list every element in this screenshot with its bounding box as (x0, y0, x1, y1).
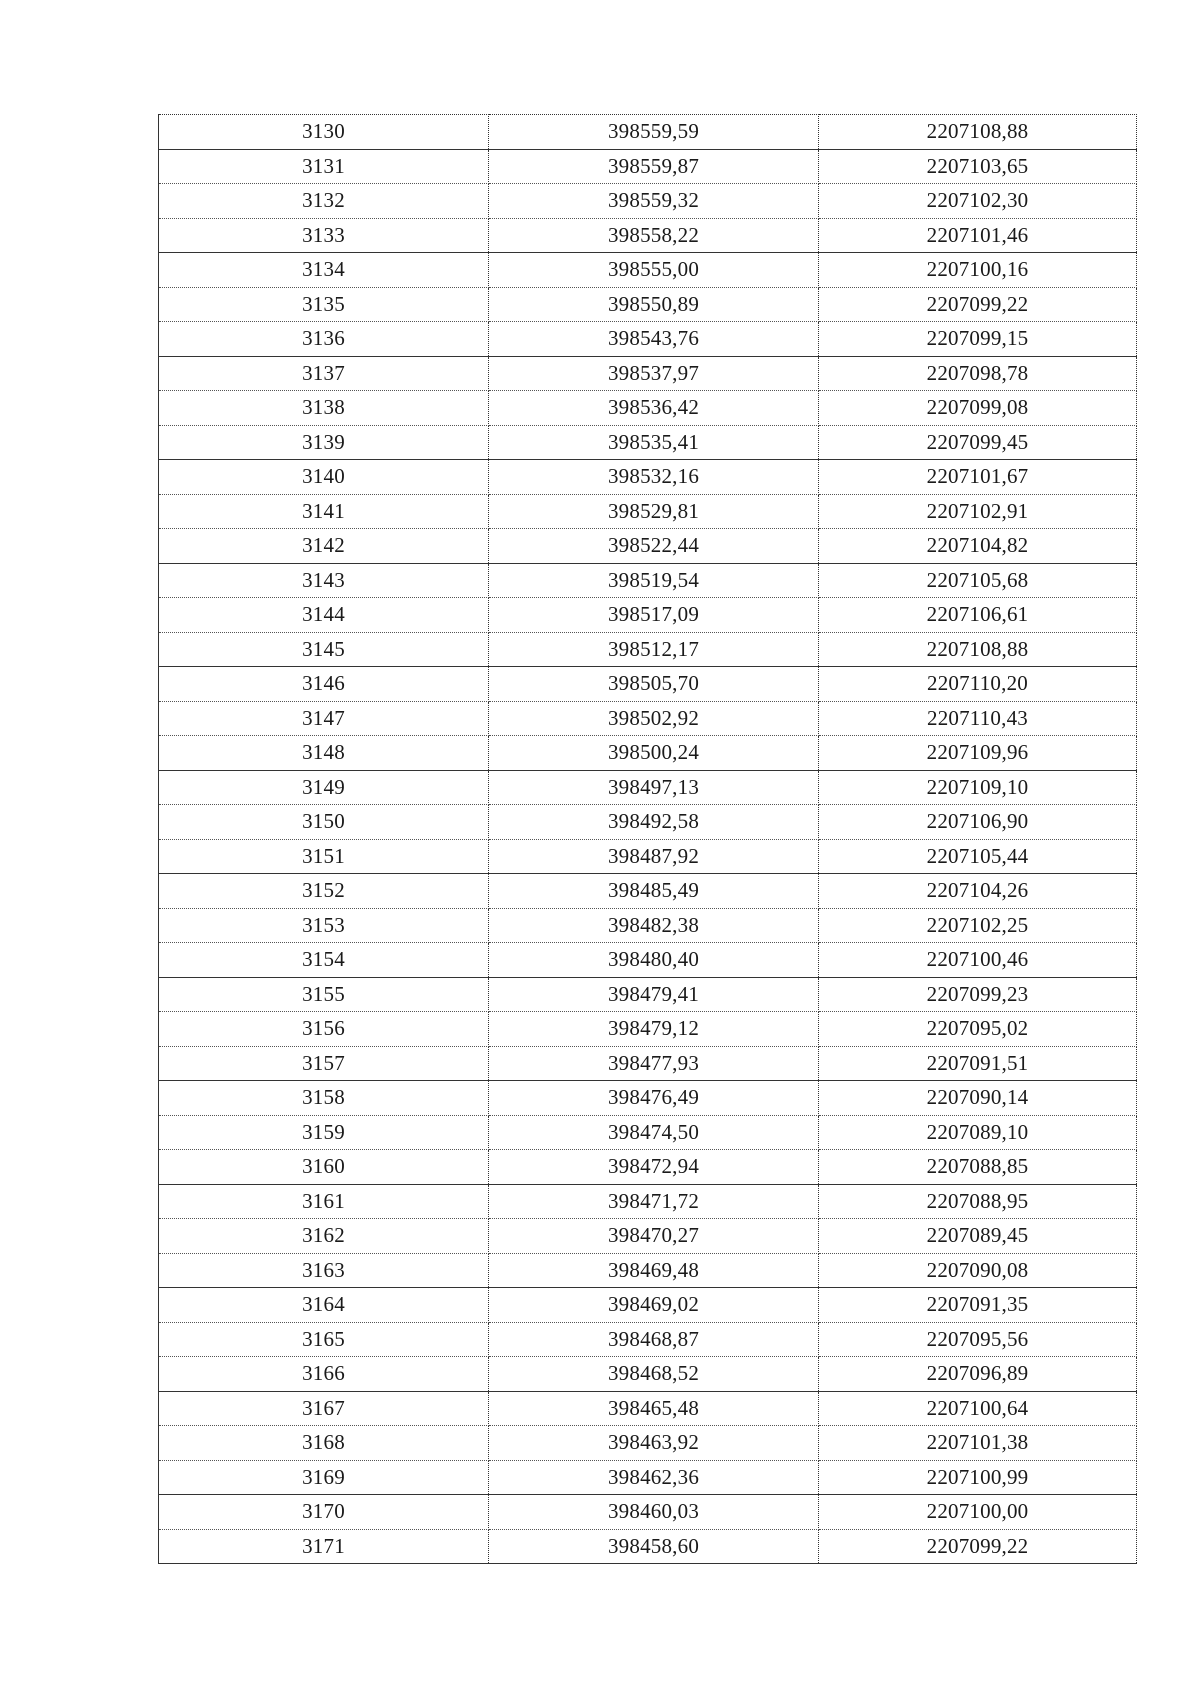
point-number-cell: 3134 (159, 253, 489, 288)
y-coordinate-cell: 2207110,43 (819, 701, 1137, 736)
point-number-cell: 3146 (159, 667, 489, 702)
x-coordinate-cell: 398555,00 (489, 253, 819, 288)
point-number-cell: 3162 (159, 1219, 489, 1254)
point-number-cell: 3152 (159, 874, 489, 909)
x-coordinate-cell: 398469,48 (489, 1253, 819, 1288)
y-coordinate-cell: 2207095,56 (819, 1322, 1137, 1357)
x-coordinate-cell: 398512,17 (489, 632, 819, 667)
y-coordinate-cell: 2207100,99 (819, 1460, 1137, 1495)
y-coordinate-cell: 2207106,90 (819, 805, 1137, 840)
y-coordinate-cell: 2207098,78 (819, 356, 1137, 391)
table-row (159, 1046, 1137, 1081)
x-coordinate-cell: 398476,49 (489, 1081, 819, 1116)
y-coordinate-cell: 2207090,14 (819, 1081, 1137, 1116)
point-number-cell: 3167 (159, 1391, 489, 1426)
point-number-cell: 3166 (159, 1357, 489, 1392)
table-row (159, 1529, 1137, 1564)
point-number-cell: 3153 (159, 908, 489, 943)
y-coordinate-cell: 2207100,16 (819, 253, 1137, 288)
y-coordinate-cell: 2207101,67 (819, 460, 1137, 495)
point-number-cell: 3168 (159, 1426, 489, 1461)
point-number-cell: 3157 (159, 1046, 489, 1081)
y-coordinate-cell: 2207091,35 (819, 1288, 1137, 1323)
y-coordinate-cell: 2207102,91 (819, 494, 1137, 529)
table-row (159, 770, 1137, 805)
y-coordinate-cell: 2207096,89 (819, 1357, 1137, 1392)
table-row (159, 839, 1137, 874)
y-coordinate-cell: 2207091,51 (819, 1046, 1137, 1081)
table-row (159, 1322, 1137, 1357)
x-coordinate-cell: 398479,41 (489, 977, 819, 1012)
point-number-cell: 3154 (159, 943, 489, 978)
x-coordinate-cell: 398522,44 (489, 529, 819, 564)
table-row (159, 805, 1137, 840)
point-number-cell: 3149 (159, 770, 489, 805)
table-row (159, 1012, 1137, 1047)
y-coordinate-cell: 2207109,96 (819, 736, 1137, 771)
point-number-cell: 3147 (159, 701, 489, 736)
point-number-cell: 3155 (159, 977, 489, 1012)
x-coordinate-cell: 398487,92 (489, 839, 819, 874)
x-coordinate-cell: 398462,36 (489, 1460, 819, 1495)
table-row (159, 667, 1137, 702)
table-row (159, 529, 1137, 564)
table-row (159, 149, 1137, 184)
table-row (159, 218, 1137, 253)
y-coordinate-cell: 2207089,10 (819, 1115, 1137, 1150)
x-coordinate-cell: 398502,92 (489, 701, 819, 736)
y-coordinate-cell: 2207099,08 (819, 391, 1137, 426)
point-number-cell: 3151 (159, 839, 489, 874)
x-coordinate-cell: 398471,72 (489, 1184, 819, 1219)
point-number-cell: 3133 (159, 218, 489, 253)
table-row (159, 1184, 1137, 1219)
table-row (159, 1219, 1137, 1254)
table-row (159, 1288, 1137, 1323)
x-coordinate-cell: 398485,49 (489, 874, 819, 909)
table-row (159, 598, 1137, 633)
table-row (159, 391, 1137, 426)
table-row (159, 1426, 1137, 1461)
point-number-cell: 3142 (159, 529, 489, 564)
y-coordinate-cell: 2207101,46 (819, 218, 1137, 253)
table-row (159, 1081, 1137, 1116)
point-number-cell: 3171 (159, 1529, 489, 1564)
x-coordinate-cell: 398497,13 (489, 770, 819, 805)
y-coordinate-cell: 2207099,23 (819, 977, 1137, 1012)
y-coordinate-cell: 2207105,68 (819, 563, 1137, 598)
point-number-cell: 3165 (159, 1322, 489, 1357)
y-coordinate-cell: 2207110,20 (819, 667, 1137, 702)
x-coordinate-cell: 398474,50 (489, 1115, 819, 1150)
table-row (159, 1357, 1137, 1392)
table-row (159, 632, 1137, 667)
point-number-cell: 3141 (159, 494, 489, 529)
y-coordinate-cell: 2207100,64 (819, 1391, 1137, 1426)
point-number-cell: 3159 (159, 1115, 489, 1150)
table-row (159, 1391, 1137, 1426)
point-number-cell: 3131 (159, 149, 489, 184)
x-coordinate-cell: 398458,60 (489, 1529, 819, 1564)
point-number-cell: 3164 (159, 1288, 489, 1323)
x-coordinate-cell: 398537,97 (489, 356, 819, 391)
point-number-cell: 3135 (159, 287, 489, 322)
table-row (159, 287, 1137, 322)
table-row (159, 563, 1137, 598)
point-number-cell: 3137 (159, 356, 489, 391)
x-coordinate-cell: 398492,58 (489, 805, 819, 840)
point-number-cell: 3156 (159, 1012, 489, 1047)
x-coordinate-cell: 398535,41 (489, 425, 819, 460)
table-row (159, 1460, 1137, 1495)
y-coordinate-cell: 2207108,88 (819, 632, 1137, 667)
x-coordinate-cell: 398468,87 (489, 1322, 819, 1357)
x-coordinate-cell: 398559,59 (489, 115, 819, 150)
y-coordinate-cell: 2207090,08 (819, 1253, 1137, 1288)
table-row (159, 943, 1137, 978)
point-number-cell: 3136 (159, 322, 489, 357)
x-coordinate-cell: 398477,93 (489, 1046, 819, 1081)
x-coordinate-cell: 398480,40 (489, 943, 819, 978)
table-row (159, 1150, 1137, 1185)
point-number-cell: 3143 (159, 563, 489, 598)
table-row (159, 322, 1137, 357)
x-coordinate-cell: 398463,92 (489, 1426, 819, 1461)
x-coordinate-cell: 398470,27 (489, 1219, 819, 1254)
point-number-cell: 3130 (159, 115, 489, 150)
x-coordinate-cell: 398559,32 (489, 184, 819, 219)
point-number-cell: 3163 (159, 1253, 489, 1288)
y-coordinate-cell: 2207108,88 (819, 115, 1137, 150)
x-coordinate-cell: 398517,09 (489, 598, 819, 633)
x-coordinate-cell: 398558,22 (489, 218, 819, 253)
y-coordinate-cell: 2207101,38 (819, 1426, 1137, 1461)
table-row (159, 184, 1137, 219)
table-row (159, 736, 1137, 771)
y-coordinate-cell: 2207100,00 (819, 1495, 1137, 1530)
point-number-cell: 3161 (159, 1184, 489, 1219)
table-row (159, 425, 1137, 460)
y-coordinate-cell: 2207102,25 (819, 908, 1137, 943)
point-number-cell: 3144 (159, 598, 489, 633)
table-row (159, 253, 1137, 288)
y-coordinate-cell: 2207100,46 (819, 943, 1137, 978)
table-row (159, 494, 1137, 529)
table-row (159, 908, 1137, 943)
y-coordinate-cell: 2207106,61 (819, 598, 1137, 633)
coordinates-table (158, 114, 1137, 1564)
y-coordinate-cell: 2207099,22 (819, 1529, 1137, 1564)
y-coordinate-cell: 2207104,82 (819, 529, 1137, 564)
table-row (159, 701, 1137, 736)
point-number-cell: 3139 (159, 425, 489, 460)
point-number-cell: 3160 (159, 1150, 489, 1185)
x-coordinate-cell: 398532,16 (489, 460, 819, 495)
y-coordinate-cell: 2207099,22 (819, 287, 1137, 322)
x-coordinate-cell: 398559,87 (489, 149, 819, 184)
y-coordinate-cell: 2207099,45 (819, 425, 1137, 460)
y-coordinate-cell: 2207104,26 (819, 874, 1137, 909)
y-coordinate-cell: 2207095,02 (819, 1012, 1137, 1047)
table-row (159, 874, 1137, 909)
x-coordinate-cell: 398505,70 (489, 667, 819, 702)
coordinates-table-body (159, 115, 1137, 1564)
y-coordinate-cell: 2207105,44 (819, 839, 1137, 874)
x-coordinate-cell: 398529,81 (489, 494, 819, 529)
point-number-cell: 3145 (159, 632, 489, 667)
y-coordinate-cell: 2207088,95 (819, 1184, 1137, 1219)
x-coordinate-cell: 398536,42 (489, 391, 819, 426)
x-coordinate-cell: 398550,89 (489, 287, 819, 322)
y-coordinate-cell: 2207103,65 (819, 149, 1137, 184)
x-coordinate-cell: 398465,48 (489, 1391, 819, 1426)
table-row (159, 460, 1137, 495)
point-number-cell: 3138 (159, 391, 489, 426)
y-coordinate-cell: 2207099,15 (819, 322, 1137, 357)
point-number-cell: 3150 (159, 805, 489, 840)
y-coordinate-cell: 2207088,85 (819, 1150, 1137, 1185)
table-row (159, 977, 1137, 1012)
x-coordinate-cell: 398482,38 (489, 908, 819, 943)
x-coordinate-cell: 398468,52 (489, 1357, 819, 1392)
table-row (159, 1115, 1137, 1150)
point-number-cell: 3169 (159, 1460, 489, 1495)
x-coordinate-cell: 398472,94 (489, 1150, 819, 1185)
y-coordinate-cell: 2207109,10 (819, 770, 1137, 805)
x-coordinate-cell: 398500,24 (489, 736, 819, 771)
point-number-cell: 3132 (159, 184, 489, 219)
x-coordinate-cell: 398460,03 (489, 1495, 819, 1530)
point-number-cell: 3170 (159, 1495, 489, 1530)
point-number-cell: 3140 (159, 460, 489, 495)
y-coordinate-cell: 2207102,30 (819, 184, 1137, 219)
table-row (159, 1495, 1137, 1530)
x-coordinate-cell: 398543,76 (489, 322, 819, 357)
point-number-cell: 3148 (159, 736, 489, 771)
point-number-cell: 3158 (159, 1081, 489, 1116)
y-coordinate-cell: 2207089,45 (819, 1219, 1137, 1254)
table-row (159, 1253, 1137, 1288)
table-row (159, 115, 1137, 150)
x-coordinate-cell: 398469,02 (489, 1288, 819, 1323)
x-coordinate-cell: 398479,12 (489, 1012, 819, 1047)
table-row (159, 356, 1137, 391)
x-coordinate-cell: 398519,54 (489, 563, 819, 598)
